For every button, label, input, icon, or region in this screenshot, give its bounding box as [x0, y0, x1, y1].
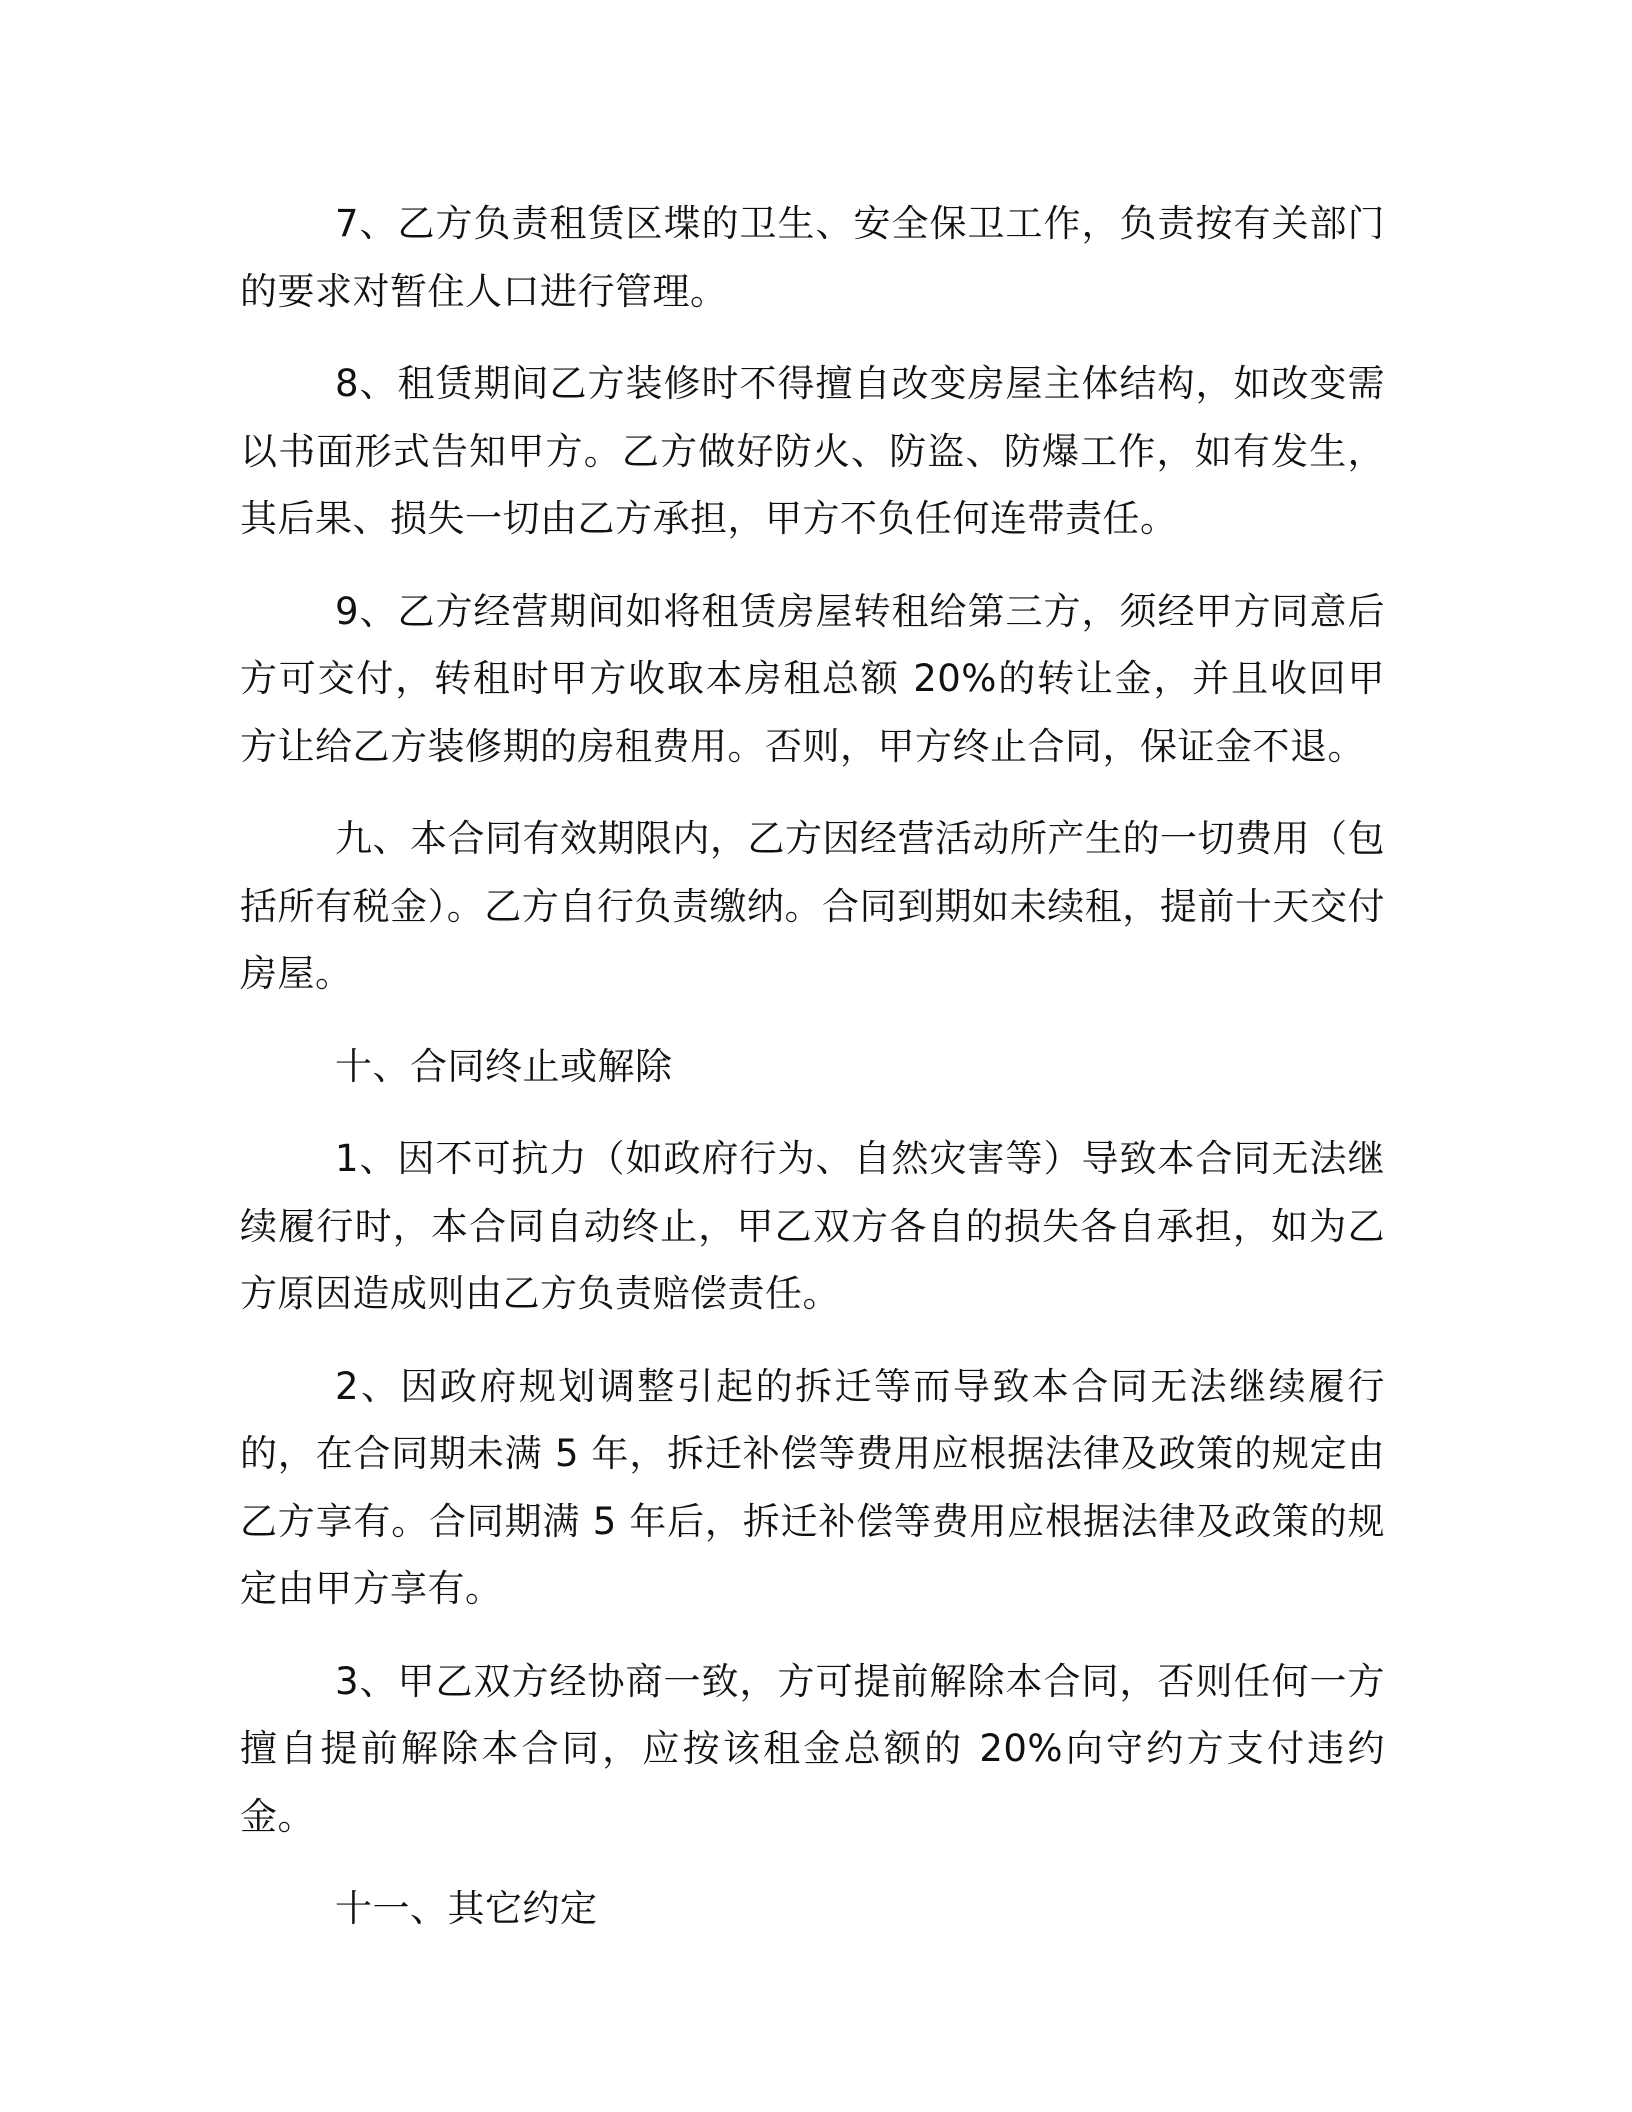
document-page [240, 190, 1385, 1943]
clause-10-3-early-termination: 3、甲乙双方经协商一致，方可提前解除本合同，否则任何一方擅自提前解除本合同，应按该租金总额的 20%向守约方支付违约金。 [240, 1659, 1385, 1838]
section-11-heading: 十一、其它约定 [335, 1887, 598, 1930]
clause-8-renovation: 8、租赁期间乙方装修时不得擅自改变房屋主体结构，如改变需以书面形式告知甲方。乙方做好防火、防盗、防爆工作，如有发生，其后果、损失一切由乙方承担，甲方不负任何连带责任。 [240, 362, 1385, 540]
clause-10-1-force-majeure: 1、因不可抗力（如政府行为、自然灾害等）导致本合同无法继续履行时，本合同自动终止，甲乙双方各自的损失各自承担，如为乙方原因造成则由乙方负责赔偿责任。 [240, 1137, 1385, 1315]
section-10-heading: 十、合同终止或解除 [335, 1044, 673, 1088]
clause-9-sublease: 9、乙方经营期间如将租赁房屋转租给第三方，须经甲方同意后方可交付，转租时甲方收取本房租总额 20%的转让金，并且收回甲方让给乙方装修期的房租费用。否则，甲方终止合同，保证金不退。 [240, 589, 1385, 768]
clause-7-sanitation-security: 7、乙方负责租赁区堞的卫生、安全保卫工作，负责按有关部门的要求对暂住人口进行管理。 [240, 202, 1385, 313]
section-9-expenses: 九、本合同有效期限内，乙方因经营活动所产生的一切费用（包括所有税金）。乙方自行负责缴纳。合同到期如未续租，提前十天交付房屋。 [240, 817, 1385, 995]
clause-10-2-demolition: 2、因政府规划调整引起的拆迁等而导致本合同无法继续履行的，在合同期未满 5 年，拆迁补偿等费用应根据法律及政策的规定由乙方享有。合同期满 5 年后，拆迁补偿等费用应根据法律及政策的规定由甲方享有。 [240, 1364, 1385, 1610]
